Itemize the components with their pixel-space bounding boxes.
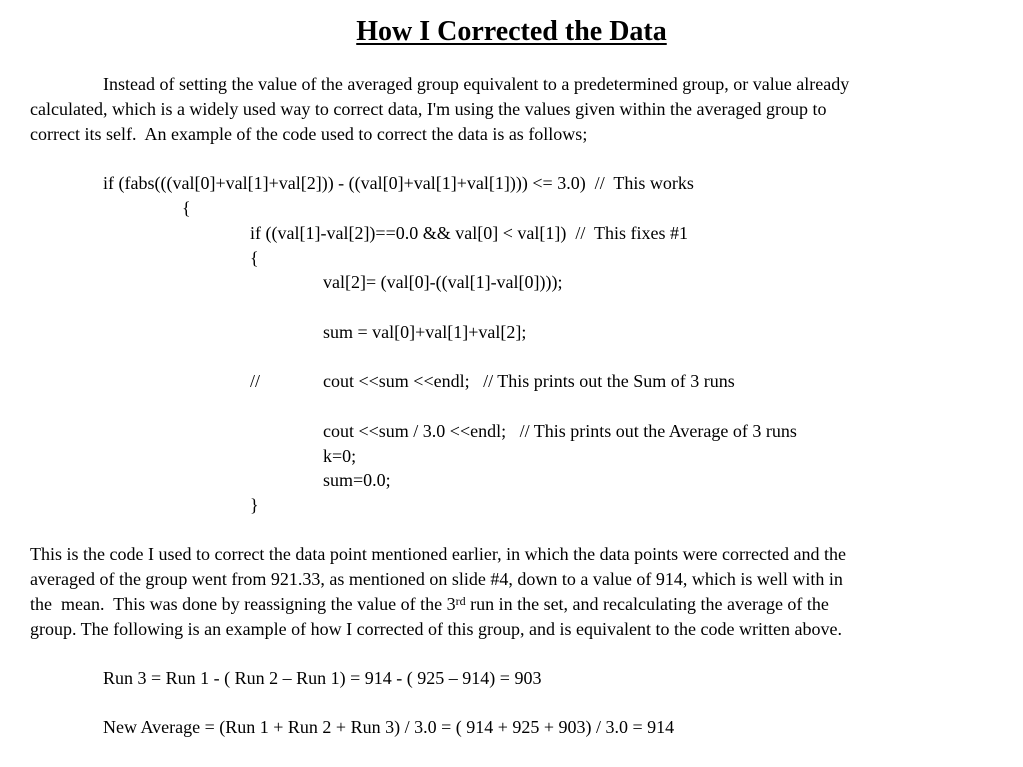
code-assign-val2: val[2]= (val[0]-((val[1]-val[0]))); [323,272,563,292]
code-brace-open-inner: { [250,248,259,268]
code-sum-assign: sum = val[0]+val[1]+val[2]; [323,322,527,342]
code-cout-average: cout <<sum / 3.0 <<endl; // This prints out the Average of 3 runs [323,421,797,441]
code-sum-reset: sum=0.0; [323,470,391,490]
new-average-formula: New Average = (Run 1 + Run 2 + Run 3) / 3.0 = ( 914 + 925 + 903) / 3.0 = 914 [103,717,675,737]
run3-formula: Run 3 = Run 1 - ( Run 2 – Run 1) = 914 - ( 925 – 914) = 903 [103,668,542,688]
explanation-line-3-end: run in the set, and recalculating the average of the [465,594,829,614]
intro-line-3: correct its self. An example of the code used to correct the data is as follows; [30,124,588,144]
code-k-reset: k=0; [323,446,357,466]
ordinal-superscript: rd [455,594,466,608]
explanation-line-1: This is the code I used to correct the data point mentioned earlier, in which the data points were corrected and the [30,544,846,564]
code-if-inner: if ((val[1]-val[2])==0.0 && val[0] < val[1]) // This fixes #1 [250,223,689,243]
code-brace-close: } [250,495,259,515]
explanation-line-2: averaged of the group went from 921.33, as mentioned on slide #4, down to a value of 914, which is well with in [30,569,843,589]
slide-title: How I Corrected the Data [356,16,667,47]
explanation-line-3-start: the mean. This was done by reassigning the value of the 3 [30,594,456,614]
code-brace-open-outer: { [182,198,191,218]
intro-line-2: calculated, which is a widely used way to correct data, I'm using the values given within the averaged group to [30,99,827,119]
explanation-line-4: group. The following is an example of how I corrected of this group, and is equivalent to the code written above. [30,619,842,639]
intro-line-1: Instead of setting the value of the averaged group equivalent to a predetermined group, or value already [103,74,850,94]
code-cout-sum: cout <<sum <<endl; // This prints out the Sum of 3 runs [323,371,735,391]
explanation-line-3 [30,593,829,615]
code-if-outer: if (fabs(((val[0]+val[1]+val[2])) - ((val[0]+val[1]+val[1]))) <= 3.0) // This works [103,173,694,193]
code-comment-marker: // [250,371,261,391]
